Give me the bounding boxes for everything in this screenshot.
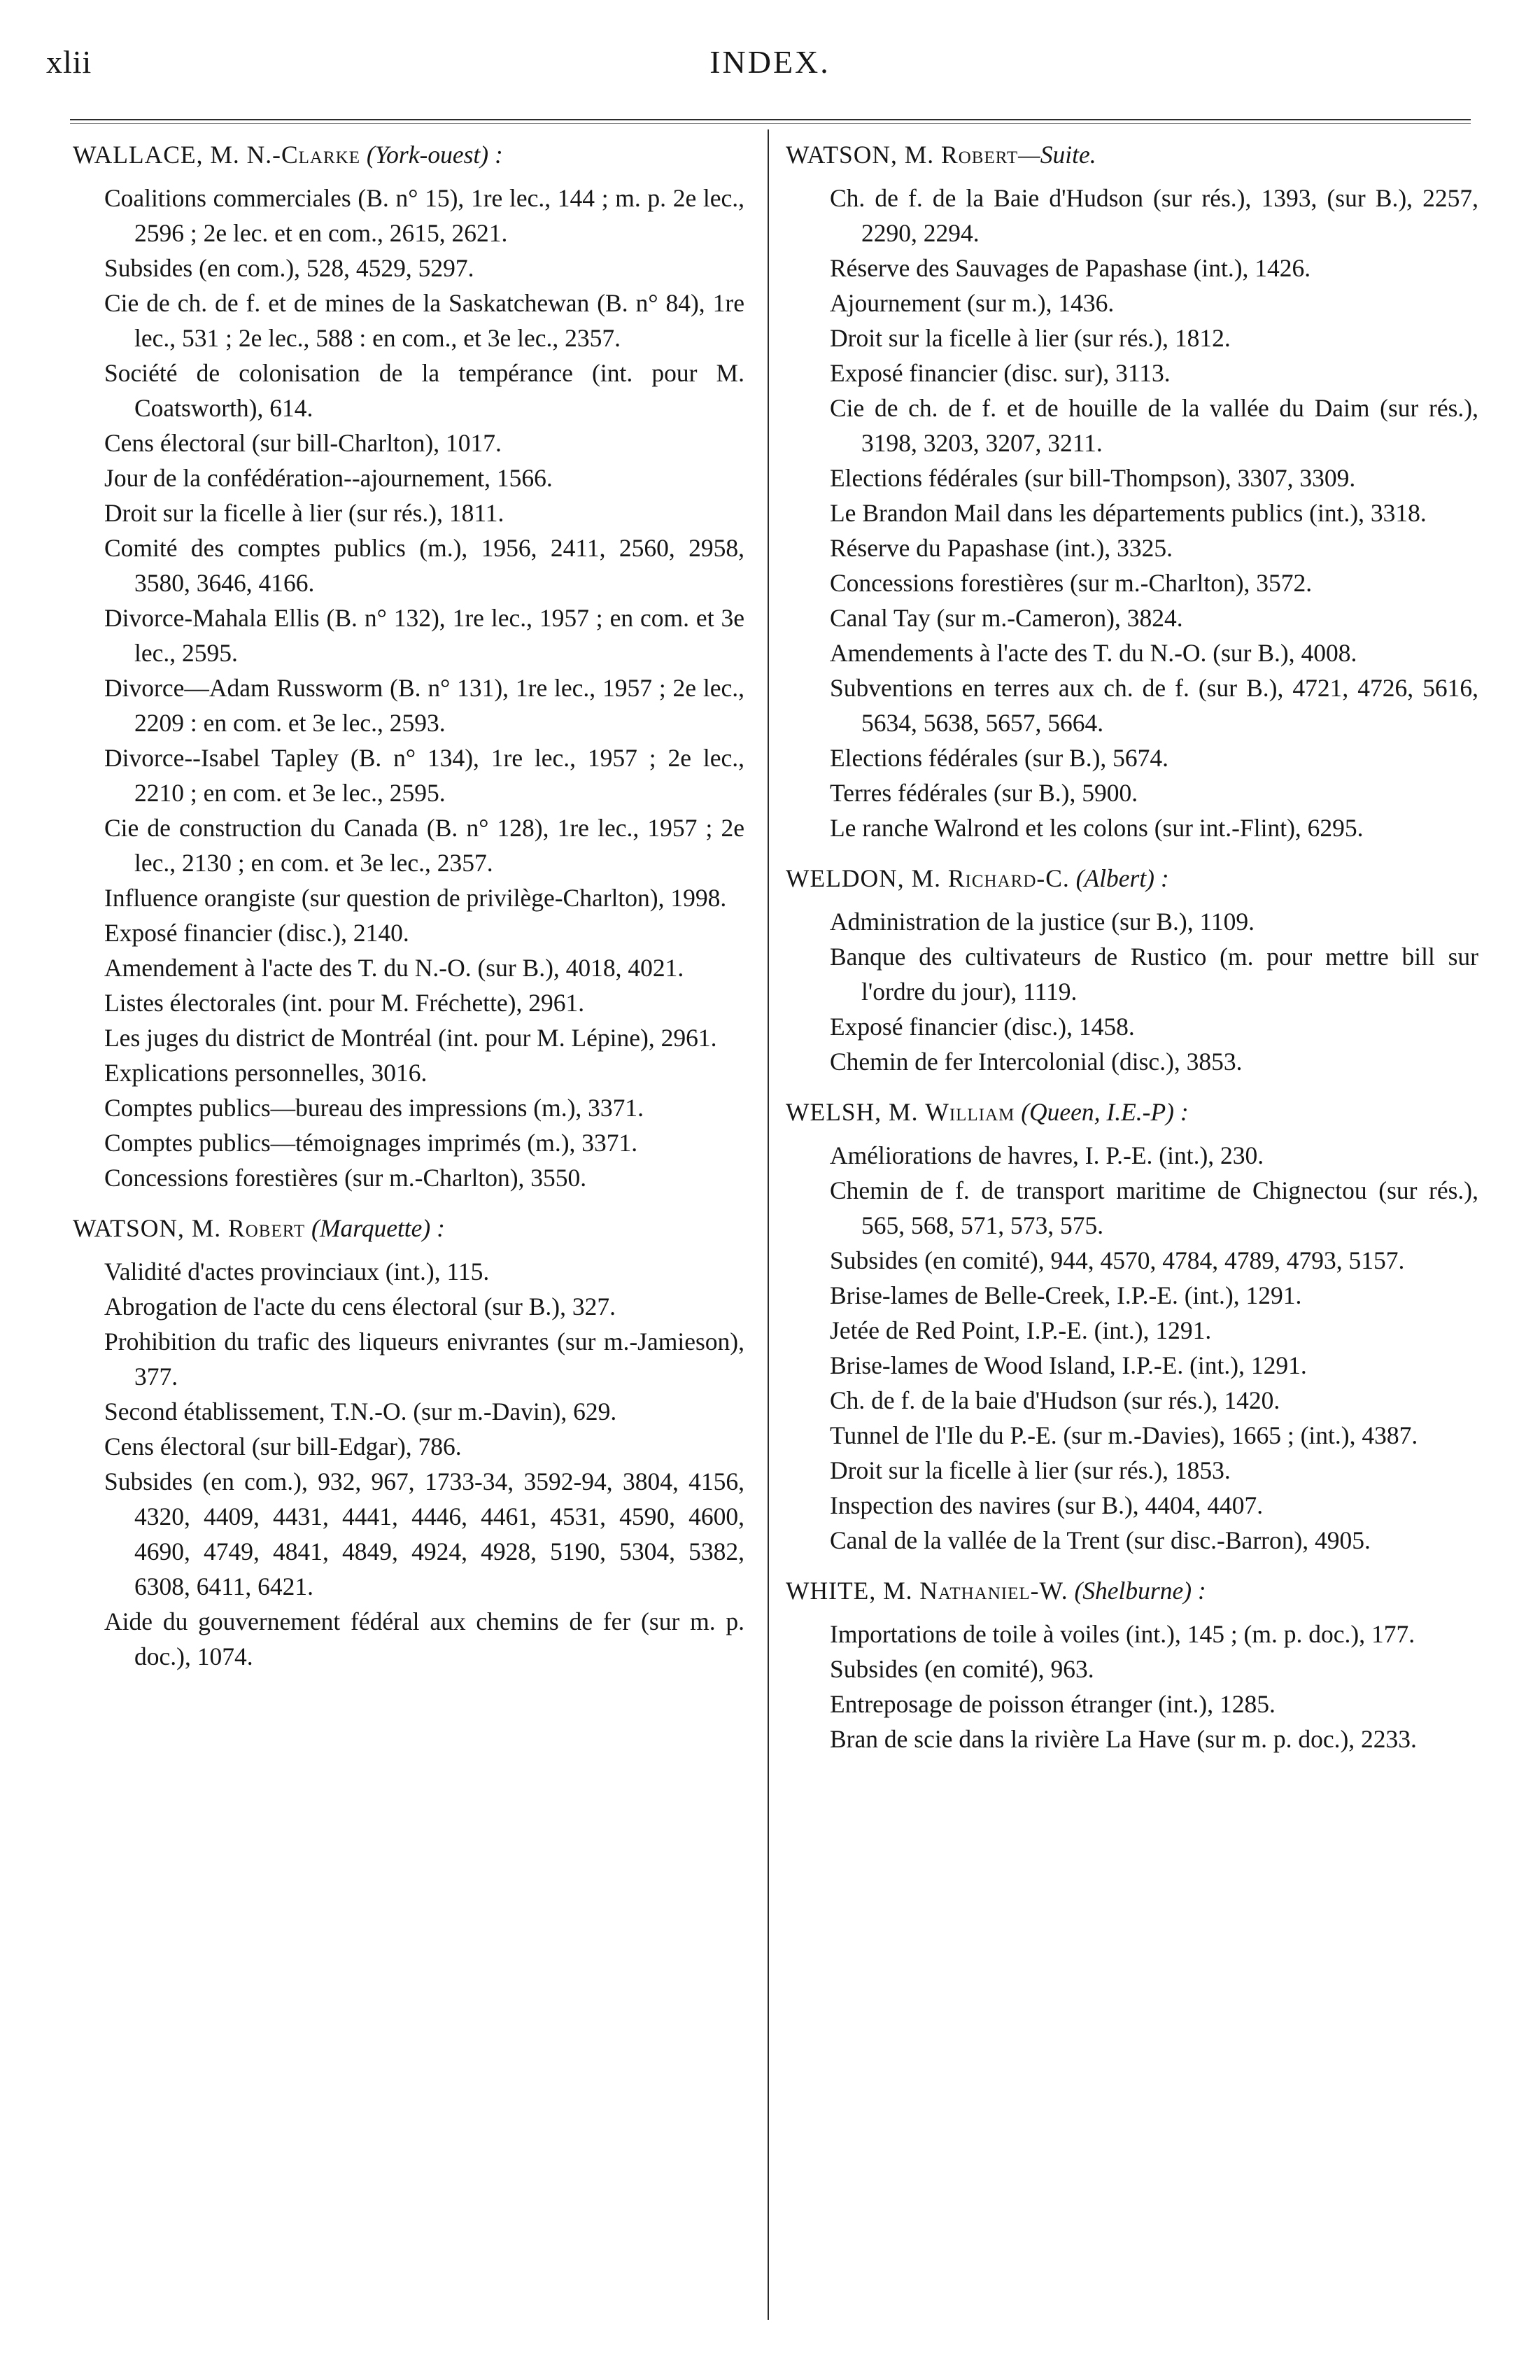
index-subentry: Brise-lames de Belle-Creek, I.P.-E. (int.), 1291.	[830, 1281, 1302, 1309]
member-given-name: Robert	[941, 141, 1019, 169]
index-entry	[786, 1094, 1478, 1558]
index-subentry: Importations de toile à voiles (int.), 145 ; (m. p. doc.), 177.	[830, 1620, 1415, 1648]
index-subentry: Amendement à l'acte des T. du N.-O. (sur B.), 4018, 4021.	[104, 954, 684, 982]
index-subentry: Cie de construction du Canada (B. n° 128), 1re lec., 1957 ; 2e lec., 2130 ; en com. et 3e lec., 2357.	[104, 814, 744, 877]
index-subentry: Coalitions commerciales (B. n° 15), 1re lec., 144 ; m. p. 2e lec., 2596 ; 2e lec. et en com., 2615, 2621.	[104, 184, 744, 247]
index-subentry: Réserve des Sauvages de Papashase (int.), 1426.	[830, 254, 1311, 282]
index-subentry: Ajournement (sur m.), 1436.	[830, 289, 1115, 317]
member-riding: (York-ouest) :	[360, 141, 503, 169]
member-riding: —Suite.	[1018, 141, 1096, 169]
index-subentry: Listes électorales (int. pour M. Fréchette), 2961.	[104, 989, 585, 1017]
index-subentry: Brise-lames de Wood Island, I.P.-E. (int.), 1291.	[830, 1351, 1307, 1379]
index-subentry: Concessions forestières (sur m.-Charlton), 3572.	[830, 569, 1313, 597]
column-divider	[768, 129, 769, 2320]
index-subentry: Divorce-Mahala Ellis (B. n° 132), 1re lec., 1957 ; en com. et 3e lec., 2595.	[104, 604, 744, 667]
entry-heading	[786, 137, 1478, 172]
index-subentry: Cie de ch. de f. et de houille de la vallée du Daim (sur rés.), 3198, 3203, 3207, 3211.	[830, 394, 1478, 457]
index-subentry: Cens électoral (sur bill-Edgar), 786.	[104, 1432, 462, 1460]
index-subentry: Validité d'actes provinciaux (int.), 115.	[104, 1258, 490, 1286]
index-subentry: Droit sur la ficelle à lier (sur rés.), 1811.	[104, 499, 504, 527]
index-subentry: Divorce--Isabel Tapley (B. n° 134), 1re lec., 1957 ; 2e lec., 2210 ; en com. et 3e lec., 2595.	[104, 744, 744, 807]
index-subentry: Société de colonisation de la tempérance (int. pour M. Coatsworth), 614.	[104, 359, 744, 422]
index-entry	[786, 1573, 1478, 1756]
index-subentry: Canal Tay (sur m.-Cameron), 3824.	[830, 604, 1183, 632]
index-subentry: Subsides (en com.), 932, 967, 1733-34, 3592-94, 3804, 4156, 4320, 4409, 4431, 4441, 4446, 4461, 4531, 4590, 4600, 4690, 4749, 4841, 4849, 4924, 4928, 5190, 5304, 5382, 6308, 6411, 6421.	[104, 1467, 744, 1600]
member-riding: (Queen, I.E.-P) :	[1015, 1098, 1189, 1126]
index-entry	[786, 137, 1478, 845]
member-riding: (Marquette) :	[305, 1214, 445, 1242]
index-subentry: Exposé financier (disc.), 1458.	[830, 1013, 1135, 1041]
index-subentry: Ch. de f. de la Baie d'Hudson (sur rés.), 1393, (sur B.), 2257, 2290, 2294.	[830, 184, 1478, 247]
member-given-name: Richard-C.	[947, 864, 1070, 892]
member-surname: WALLACE, M. N.-	[73, 141, 281, 169]
index-subentry: Droit sur la ficelle à lier (sur rés.), 1812.	[830, 324, 1231, 352]
index-subentry: Jetée de Red Point, I.P.-E. (int.), 1291.	[830, 1316, 1212, 1344]
index-subentry: Amendements à l'acte des T. du N.-O. (sur B.), 4008.	[830, 639, 1357, 667]
index-subentry: Explications personnelles, 3016.	[104, 1059, 428, 1087]
index-subentry: Exposé financier (disc.), 2140.	[104, 919, 409, 947]
index-subentry: Elections fédérales (sur bill-Thompson), 3307, 3309.	[830, 464, 1356, 492]
index-subentry: Divorce—Adam Russworm (B. n° 131), 1re lec., 1957 ; 2e lec., 2209 : en com. et 3e lec., 2593.	[104, 674, 744, 737]
index-subentry: Les juges du district de Montréal (int. pour M. Lépine), 2961.	[104, 1024, 717, 1052]
index-subentry: Le ranche Walrond et les colons (sur int.-Flint), 6295.	[830, 814, 1364, 842]
index-subentry: Administration de la justice (sur B.), 1109.	[830, 908, 1255, 936]
index-subentry: Exposé financier (disc. sur), 3113.	[830, 359, 1171, 387]
entry-heading	[73, 137, 744, 172]
entry-heading	[73, 1211, 744, 1246]
header-rule	[70, 119, 1471, 124]
member-surname: WELSH, M.	[786, 1098, 926, 1126]
index-subentry: Concessions forestières (sur m.-Charlton), 3550.	[104, 1164, 587, 1192]
index-subentry: Tunnel de l'Ile du P.-E. (sur m.-Davies), 1665 ; (int.), 4387.	[830, 1421, 1418, 1449]
member-given-name: Clarke	[281, 141, 360, 169]
index-subentry: Cie de ch. de f. et de mines de la Saskatchewan (B. n° 84), 1re lec., 531 ; 2e lec., 588 : en com., et 3e lec., 2357.	[104, 289, 744, 352]
index-subentry: Subventions en terres aux ch. de f. (sur B.), 4721, 4726, 5616, 5634, 5638, 5657, 5664.	[830, 674, 1478, 737]
index-subentry: Comptes publics—bureau des impressions (m.), 3371.	[104, 1094, 644, 1122]
index-subentry: Le Brandon Mail dans les départements publics (int.), 3318.	[830, 499, 1427, 527]
index-subentry: Chemin de fer Intercolonial (disc.), 3853.	[830, 1048, 1243, 1076]
index-subentry: Entreposage de poisson étranger (int.), 1285.	[830, 1690, 1276, 1718]
member-surname: WELDON, M.	[786, 864, 948, 892]
member-riding: (Albert) :	[1069, 864, 1169, 892]
index-subentry: Chemin de f. de transport maritime de Chignectou (sur rés.), 565, 568, 571, 573, 575.	[830, 1176, 1478, 1239]
index-subentry: Subsides (en com.), 528, 4529, 5297.	[104, 254, 474, 282]
page-number: xlii	[46, 44, 92, 80]
index-subentry: Prohibition du trafic des liqueurs enivrantes (sur m.-Jamieson), 377.	[104, 1328, 744, 1390]
entry-heading	[786, 861, 1478, 896]
index-subentry: Améliorations de havres, I. P.-E. (int.), 230.	[830, 1141, 1264, 1169]
member-given-name: Nathaniel-W.	[919, 1577, 1068, 1605]
entry-heading	[786, 1094, 1478, 1129]
index-subentry: Subsides (en comité), 944, 4570, 4784, 4789, 4793, 5157.	[830, 1246, 1405, 1274]
index-subentry: Comptes publics—témoignages imprimés (m.), 3371.	[104, 1129, 638, 1157]
index-subentry: Second établissement, T.N.-O. (sur m.-Davin), 629.	[104, 1397, 617, 1425]
entry-heading	[786, 1573, 1478, 1608]
index-subentry: Subsides (en comité), 963.	[830, 1655, 1094, 1683]
index-subentry: Canal de la vallée de la Trent (sur disc.-Barron), 4905.	[830, 1526, 1371, 1554]
member-surname: WATSON, M.	[73, 1214, 229, 1242]
index-subentry: Réserve du Papashase (int.), 3325.	[830, 534, 1173, 562]
member-riding: (Shelburne) :	[1068, 1577, 1206, 1605]
index-subentry: Comité des comptes publics (m.), 1956, 2411, 2560, 2958, 3580, 3646, 4166.	[104, 534, 744, 597]
index-subentry: Influence orangiste (sur question de privilège-Charlton), 1998.	[104, 884, 727, 912]
index-subentry: Abrogation de l'acte du cens électoral (sur B.), 327.	[104, 1293, 616, 1321]
index-subentry: Jour de la confédération--ajournement, 1566.	[104, 464, 553, 492]
index-subentry: Inspection des navires (sur B.), 4404, 4407.	[830, 1491, 1264, 1519]
index-entry	[786, 861, 1478, 1079]
index-subentry: Bran de scie dans la rivière La Have (sur m. p. doc.), 2233.	[830, 1725, 1417, 1753]
index-subentry: Terres fédérales (sur B.), 5900.	[830, 779, 1138, 807]
index-entry	[73, 137, 744, 1195]
index-subentry: Elections fédérales (sur B.), 5674.	[830, 744, 1169, 772]
member-given-name: Robert	[228, 1214, 306, 1242]
page-header	[0, 0, 1540, 133]
index-subentry: Ch. de f. de la baie d'Hudson (sur rés.), 1420.	[830, 1386, 1280, 1414]
left-column	[73, 137, 744, 1674]
right-column	[786, 137, 1478, 1756]
member-surname: WHITE, M.	[786, 1577, 920, 1605]
index-subentry: Aide du gouvernement fédéral aux chemins de fer (sur m. p. doc.), 1074.	[104, 1607, 744, 1670]
member-surname: WATSON, M.	[786, 141, 942, 169]
page-title: INDEX.	[709, 44, 831, 80]
index-subentry: Cens électoral (sur bill-Charlton), 1017.	[104, 429, 502, 457]
index-subentry: Droit sur la ficelle à lier (sur rés.), 1853.	[830, 1456, 1231, 1484]
index-entry	[73, 1211, 744, 1674]
member-given-name: William	[925, 1098, 1015, 1126]
index-subentry: Banque des cultivateurs de Rustico (m. pour mettre bill sur l'ordre du jour), 1119.	[830, 943, 1478, 1006]
